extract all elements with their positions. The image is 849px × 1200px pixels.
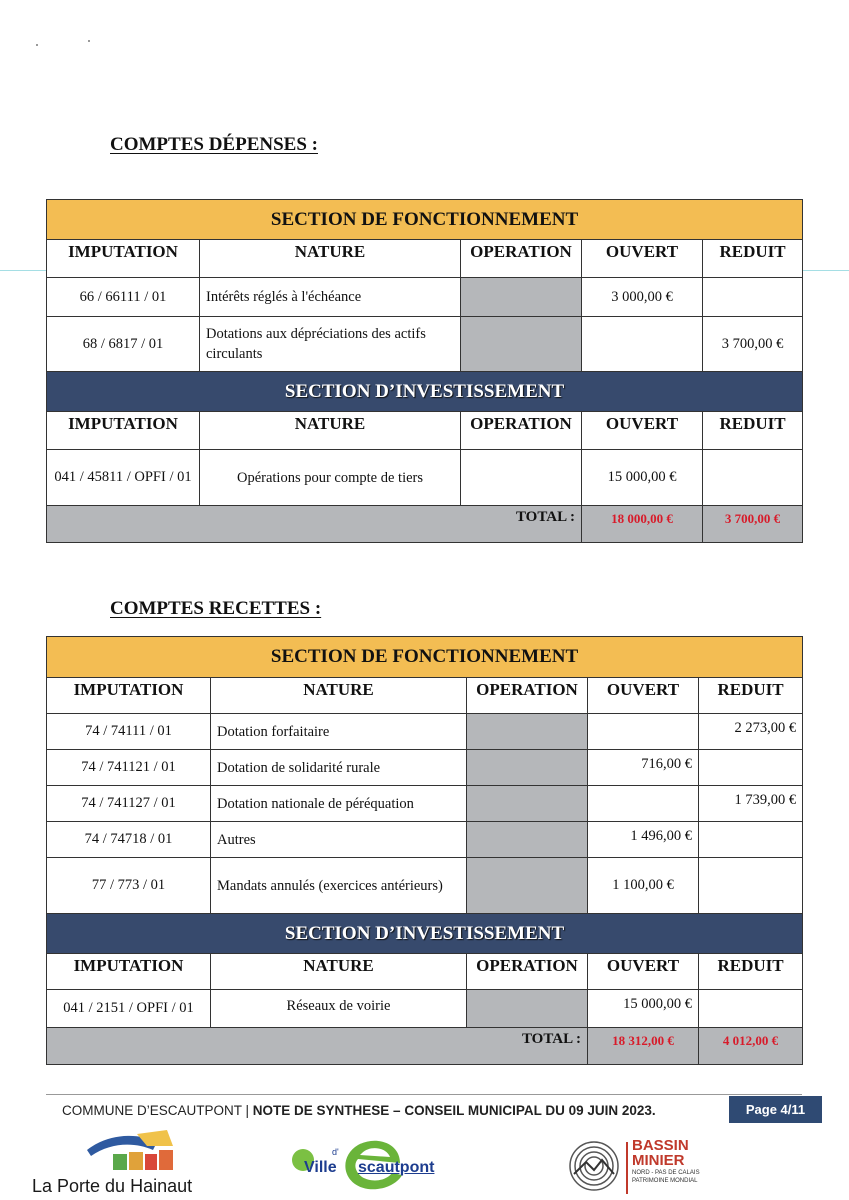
recettes-heading: COMPTES RECETTES : xyxy=(110,598,322,619)
col-header-ouvert: OUVERT xyxy=(582,412,703,450)
col-header-operation: OPERATION xyxy=(461,412,582,450)
col-header-reduit: REDUIT xyxy=(703,412,803,450)
operation-cell xyxy=(461,317,582,372)
ouvert-cell: 3 000,00 € xyxy=(582,278,703,317)
ouvert-cell: 15 000,00 € xyxy=(582,450,703,506)
imputation-cell: 041 / 2151 / OPFI / 01 xyxy=(47,990,211,1028)
footer-caption xyxy=(62,1103,656,1118)
table-row xyxy=(47,278,803,317)
footer-commune: COMMUNE D’ESCAUTPONT xyxy=(62,1103,242,1118)
porte-hainaut-logo xyxy=(32,1128,212,1198)
operation-cell xyxy=(461,278,582,317)
ouvert-cell: 15 000,00 € xyxy=(588,990,699,1028)
col-header-operation: OPERATION xyxy=(467,954,588,990)
total-ouvert: 18 312,00 € xyxy=(588,1028,699,1065)
bassin-line-3: NORD - PAS DE CALAIS xyxy=(632,1170,700,1176)
reduit-cell xyxy=(699,990,803,1028)
operation-cell xyxy=(467,822,588,858)
reduit-cell xyxy=(703,450,803,506)
bassin-divider xyxy=(626,1142,628,1194)
depenses-investissement-banner xyxy=(47,372,803,412)
operation-cell xyxy=(467,990,588,1028)
section-title: SECTION DE FONCTIONNEMENT xyxy=(47,200,803,240)
col-header-nature: NATURE xyxy=(211,678,467,714)
table-row xyxy=(47,317,803,372)
ouvert-cell: 1 496,00 € xyxy=(588,822,699,858)
col-header-reduit: REDUIT xyxy=(703,240,803,278)
bassin-line-4: PATRIMOINE MONDIAL xyxy=(632,1178,698,1184)
ouvert-cell: 1 100,00 € xyxy=(588,858,699,914)
bassin-line-1: BASSIN xyxy=(632,1137,689,1154)
recettes-column-headers xyxy=(47,954,803,990)
nature-cell: Dotation nationale de péréquation xyxy=(211,786,467,822)
table-row xyxy=(47,714,803,750)
depenses-fonctionnement-banner xyxy=(47,200,803,240)
imputation-cell: 66 / 66111 / 01 xyxy=(47,278,200,317)
porte-hainaut-emblem-icon xyxy=(77,1128,197,1174)
col-header-imputation: IMPUTATION xyxy=(47,954,211,990)
ouvert-cell xyxy=(588,786,699,822)
col-header-operation: OPERATION xyxy=(467,678,588,714)
footer-divider xyxy=(46,1094,802,1095)
depenses-column-headers xyxy=(47,240,803,278)
depenses-table xyxy=(46,199,803,543)
ouvert-cell xyxy=(582,317,703,372)
recettes-column-headers xyxy=(47,678,803,714)
ouvert-cell: 716,00 € xyxy=(588,750,699,786)
ouvert-cell xyxy=(588,714,699,750)
table-row xyxy=(47,750,803,786)
bassin-minier-logo xyxy=(566,1138,716,1200)
nature-cell: Opérations pour compte de tiers xyxy=(200,450,461,506)
col-header-reduit: REDUIT xyxy=(699,678,803,714)
total-label: TOTAL : xyxy=(47,506,582,543)
col-header-nature: NATURE xyxy=(200,412,461,450)
nature-cell: Intérêts réglés à l'échéance xyxy=(200,278,461,317)
scan-speck xyxy=(88,40,90,42)
nature-cell: Dotation de solidarité rurale xyxy=(211,750,467,786)
section-title: SECTION D’INVESTISSEMENT xyxy=(47,914,803,954)
reduit-cell xyxy=(699,750,803,786)
reduit-cell: 2 273,00 € xyxy=(699,714,803,750)
ville-d-text: d' xyxy=(332,1147,339,1157)
nature-cell: Mandats annulés (exercices antérieurs) xyxy=(211,858,467,914)
section-title: SECTION D’INVESTISSEMENT xyxy=(47,372,803,412)
depenses-column-headers xyxy=(47,412,803,450)
total-label: TOTAL : xyxy=(47,1028,588,1065)
ville-name-text: scautpont xyxy=(358,1159,435,1176)
imputation-cell: 74 / 74718 / 01 xyxy=(47,822,211,858)
reduit-cell: 3 700,00 € xyxy=(703,317,803,372)
nature-cell: Réseaux de voirie xyxy=(211,990,467,1028)
imputation-cell: 74 / 74111 / 01 xyxy=(47,714,211,750)
total-reduit: 3 700,00 € xyxy=(703,506,803,543)
reduit-cell xyxy=(703,278,803,317)
scan-speck xyxy=(36,44,38,46)
nature-cell: Dotation forfaitaire xyxy=(211,714,467,750)
col-header-operation: OPERATION xyxy=(461,240,582,278)
table-row xyxy=(47,786,803,822)
total-reduit: 4 012,00 € xyxy=(699,1028,803,1065)
operation-cell xyxy=(467,786,588,822)
col-header-nature: NATURE xyxy=(211,954,467,990)
imputation-cell: 041 / 45811 / OPFI / 01 xyxy=(47,450,200,506)
table-row xyxy=(47,990,803,1028)
nature-cell: Dotations aux dépréciations des actifs circulants xyxy=(200,317,461,372)
operation-cell xyxy=(467,858,588,914)
col-header-imputation: IMPUTATION xyxy=(47,678,211,714)
col-header-imputation: IMPUTATION xyxy=(47,240,200,278)
col-header-ouvert: OUVERT xyxy=(588,954,699,990)
footer-separator: | xyxy=(241,1103,253,1118)
operation-cell xyxy=(467,750,588,786)
table-row xyxy=(47,858,803,914)
total-row xyxy=(47,506,803,543)
imputation-cell: 74 / 741127 / 01 xyxy=(47,786,211,822)
section-title: SECTION DE FONCTIONNEMENT xyxy=(47,637,803,678)
ville-escautpont-logo xyxy=(290,1133,450,1199)
imputation-cell: 68 / 6817 / 01 xyxy=(47,317,200,372)
recettes-table xyxy=(46,636,803,1065)
bassin-line-2: MINIER xyxy=(632,1152,685,1169)
ville-prefix-text: Ville xyxy=(304,1159,337,1176)
nature-cell: Autres xyxy=(211,822,467,858)
operation-cell xyxy=(461,450,582,506)
col-header-ouvert: OUVERT xyxy=(582,240,703,278)
operation-cell xyxy=(467,714,588,750)
table-row xyxy=(47,822,803,858)
col-header-ouvert: OUVERT xyxy=(588,678,699,714)
imputation-cell: 74 / 741121 / 01 xyxy=(47,750,211,786)
total-row xyxy=(47,1028,803,1065)
recettes-investissement-banner xyxy=(47,914,803,954)
recettes-fonctionnement-banner xyxy=(47,637,803,678)
reduit-cell: 1 739,00 € xyxy=(699,786,803,822)
col-header-reduit: REDUIT xyxy=(699,954,803,990)
footer-note: NOTE DE SYNTHESE – CONSEIL MUNICIPAL DU 09 JUIN 2023. xyxy=(252,1103,656,1118)
bassin-minier-fingerprint-icon xyxy=(566,1140,622,1192)
page-number-badge: Page 4/11 xyxy=(729,1096,822,1123)
depenses-heading: COMPTES DÉPENSES : xyxy=(110,134,318,155)
table-row xyxy=(47,450,803,506)
total-ouvert: 18 000,00 € xyxy=(582,506,703,543)
col-header-nature: NATURE xyxy=(200,240,461,278)
reduit-cell xyxy=(699,822,803,858)
porte-hainaut-text: La Porte du Hainaut xyxy=(32,1176,193,1196)
reduit-cell xyxy=(699,858,803,914)
imputation-cell: 77 / 773 / 01 xyxy=(47,858,211,914)
col-header-imputation: IMPUTATION xyxy=(47,412,200,450)
